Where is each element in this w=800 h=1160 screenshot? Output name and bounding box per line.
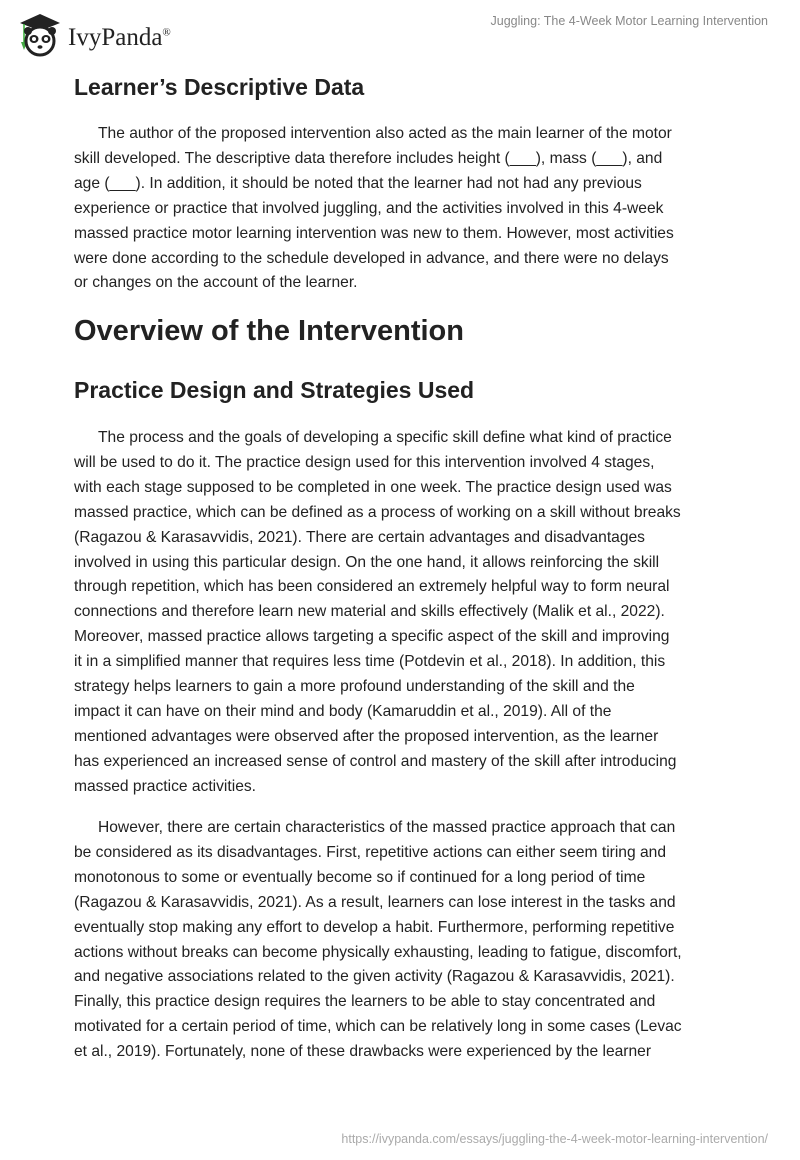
text-line: age (___). In addition, it should be noted that the learner had not had any previous bbox=[74, 174, 642, 192]
text-line: has experienced an increased sense of control and mastery of the skill after introducing bbox=[74, 752, 677, 770]
text-line: However, there are certain characteristics of the massed practice approach that can bbox=[98, 819, 676, 836]
paragraph bbox=[74, 122, 734, 296]
text-line: through repetition, which has been considered an extremely helpful way to form neural bbox=[74, 578, 670, 596]
text-line: connections and therefore learn new material and skills effectively (Malik et al., 2022). bbox=[74, 603, 665, 621]
text-line: and negative associations related to the given activity (Ragazou & Karasavvidis, 2021). bbox=[74, 968, 675, 986]
text-line: (Ragazou & Karasavvidis, 2021). There are certain advantages and disadvantages bbox=[74, 528, 645, 546]
panda-graduate-icon bbox=[18, 12, 62, 58]
text-line: be considered as its disadvantages. First, repetitive actions can either seem tiring and bbox=[74, 843, 667, 861]
text-line: Moreover, massed practice allows targeting a specific aspect of the skill and improving bbox=[74, 628, 670, 646]
paragraph bbox=[74, 426, 734, 800]
logo-text: IvyPanda® bbox=[68, 24, 171, 51]
section-heading-practice: Practice Design and Strategies Used bbox=[74, 377, 475, 403]
text-line: experience or practice that involved juggling, and the activities involved in this 4-week bbox=[74, 199, 664, 217]
text-line: eventually stop making any effort to develop a habit. Furthermore, performing repetitive bbox=[74, 918, 675, 936]
text-line: involved in using this particular design. On the one hand, it allows reinforcing the skill bbox=[74, 553, 660, 571]
text-line: it in a simplified manner that requires less time (Potdevin et al., 2018). In addition, this bbox=[74, 653, 666, 671]
text-line: mentioned advantages were observed after the proposed intervention, as the learner bbox=[74, 727, 659, 745]
text-line: massed practice activities. bbox=[74, 777, 256, 795]
source-url[interactable]: https://ivypanda.com/essays/juggling-the-4-week-motor-learning-intervention/ bbox=[341, 1132, 768, 1146]
text-line: or changes on the account of the learner. bbox=[74, 274, 358, 292]
text-line: with each stage supposed to be completed in one week. The practice design used was bbox=[74, 478, 672, 496]
text-line: (Ragazou & Karasavvidis, 2021). As a result, learners can lose interest in the tasks and bbox=[74, 893, 676, 911]
text-line: monotonous to some or eventually become so if continued for a long period of time bbox=[74, 868, 646, 886]
text-line: massed practice motor learning intervention was new to them. However, most activities bbox=[74, 224, 674, 242]
text-line: actions without breaks can become physically exhausting, leading to fatigue, discomfort, bbox=[74, 943, 682, 961]
text-line: skill developed. The descriptive data therefore includes height (___), mass (___), and bbox=[74, 149, 663, 167]
text-line: The author of the proposed intervention also acted as the main learner of the motor bbox=[98, 125, 672, 142]
text-line: were done according to the schedule developed in advance, and there were no delays bbox=[74, 249, 669, 267]
paragraph bbox=[74, 816, 734, 1065]
text-line: massed practice, which can be defined as a process of working on a skill without breaks bbox=[74, 503, 681, 521]
text-line: motivated for a certain period of time, which can be relatively long in some cases (Levac bbox=[74, 1018, 682, 1036]
text-line: strategy helps learners to gain a more profound understanding of the skill and the bbox=[74, 678, 635, 696]
text-line: will be used to do it. The practice design used for this intervention involved 4 stages, bbox=[74, 453, 655, 471]
text-line: The process and the goals of developing a specific skill define what kind of practice bbox=[98, 429, 672, 446]
text-line: Finally, this practice design requires the learners to be able to stay concentrated and bbox=[74, 993, 656, 1011]
running-title: Juggling: The 4-Week Motor Learning Intervention bbox=[490, 14, 768, 28]
section-heading-learner: Learner’s Descriptive Data bbox=[74, 74, 365, 100]
text-line: impact it can have on their mind and body (Kamaruddin et al., 2019). All of the bbox=[74, 702, 612, 720]
ivypanda-logo[interactable] bbox=[18, 12, 171, 58]
text-line: et al., 2019). Fortunately, none of these drawbacks were experienced by the learner bbox=[74, 1043, 652, 1061]
section-heading-overview: Overview of the Intervention bbox=[74, 315, 464, 347]
